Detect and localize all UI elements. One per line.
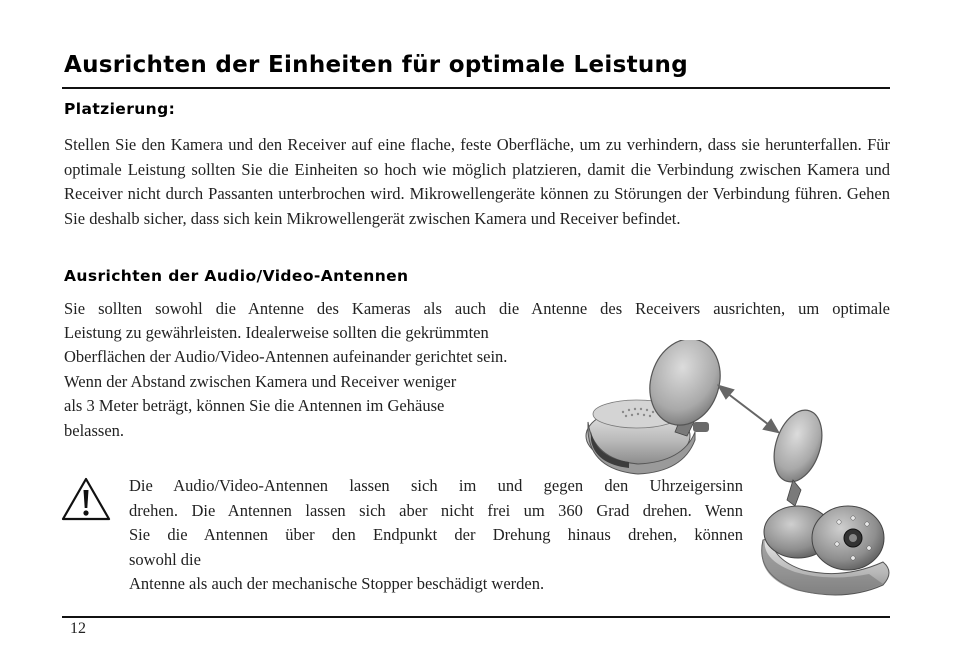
warning-triangle-icon — [60, 476, 112, 522]
warning-text — [129, 474, 743, 597]
antennen-line-3: Oberflächen der Audio/Video-Antennen aufeinander gerichtet sein. — [64, 347, 508, 366]
warning-line-2: drehen. Die Antennen lassen sich aber nicht frei um 360 Grad drehen. Wenn — [129, 500, 743, 520]
antennen-line-2: Leistung zu gewährleisten. Idealerweise sollten die gekrümmten — [64, 323, 489, 342]
camera-unit — [762, 404, 889, 595]
warning-line-3: Sie die Antennen über den Endpunkt der Drehung hinaus drehen, können — [129, 525, 743, 544]
footer-rule — [62, 616, 890, 618]
antennen-line-1: Sie sollten sowohl die Antenne des Kameras als auch die Antenne des Receivers ausrichten, um optimale — [64, 299, 890, 318]
section-body-platzierung: Stellen Sie den Kamera und den Receiver auf eine flache, feste Oberfläche, um zu verhindern, dass sie herunterfallen. Für optimale Leistung sollten Sie die Einheiten so hoch wie möglich platzieren, damit die Verbindung zwischen Kamera und Receiver nicht durch Passanten unterbrochen wird. Mikrowellengeräte können zu Störungen der Verbindung führen. Gehen Sie deshalb sicher, dass sich kein Mikrowellengerät zwischen Kamera und Receiver befindet. — [64, 135, 890, 228]
direction-arrow — [719, 386, 778, 432]
title-underline — [62, 87, 890, 89]
warning-line-4: sowohl die — [129, 549, 201, 569]
section-heading-antennen: Ausrichten der Audio/Video-Antennen — [64, 267, 409, 285]
antennen-line-6: belassen. — [64, 421, 125, 440]
antennen-line-5: als 3 Meter beträgt, können Sie die Antennen im Gehäuse — [64, 396, 445, 415]
page-number: 12 — [70, 620, 86, 637]
section-heading-platzierung: Platzierung: — [64, 100, 176, 118]
warning-line-5: Antenne als auch der mechanische Stopper beschädigt werden. — [129, 574, 545, 593]
receiver-unit — [586, 340, 731, 474]
warning-line-1: Die Audio/Video-Antennen lassen sich im und gegen den Uhrzeigersinn — [129, 476, 743, 495]
antennen-line-4: Wenn der Abstand zwischen Kamera und Receiver weniger — [64, 372, 457, 391]
page-title: Ausrichten der Einheiten für optimale Leistung — [64, 52, 688, 78]
